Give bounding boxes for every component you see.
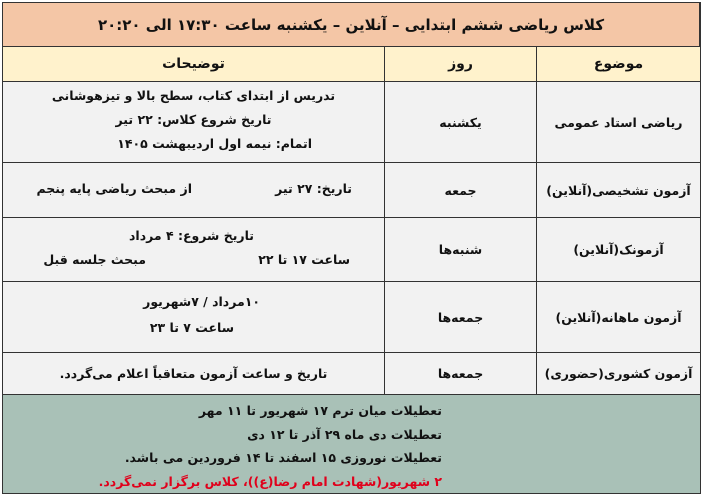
row-1-topic: ریاضی استاد عمومی — [537, 82, 700, 163]
row-3-topic: آزمونک(آنلاین) — [537, 218, 700, 282]
row-1-desc-line: اتمام: نیمه اول اردیبهشت ۱۴۰۵ — [117, 136, 312, 151]
row-1-day: یکشنبه — [385, 82, 537, 163]
holiday-line: تعطیلات میان ترم ۱۷ شهریور تا ۱۱ مهر — [198, 403, 442, 418]
row-4-desc-dates: ۱۰مرداد / ۷شهریور — [143, 294, 260, 309]
row-4-description — [3, 282, 385, 353]
row-4-desc-hours: ساعت ۷ تا ۲۳ — [149, 320, 234, 335]
row-5-day: جمعه‌ها — [385, 353, 537, 395]
cancellation-notice: ۲ شهریور(شهادت امام رضا(ع))، کلاس برگزار نمی‌گردد. — [98, 473, 442, 489]
row-3-desc-hours: ساعت ۱۷ تا ۲۲ — [258, 252, 350, 267]
row-2-desc-subject: از مبحث ریاضی پایه پنجم — [36, 181, 192, 196]
row-3-description — [3, 218, 385, 282]
header-day: روز — [385, 47, 537, 82]
row-1-description — [3, 82, 385, 163]
row-2-day: جمعه — [385, 163, 537, 218]
header-description: توضیحات — [3, 47, 385, 82]
row-3-desc-start: تاریخ شروع: ۴ مرداد — [129, 228, 254, 243]
row-2-desc-date: تاریخ: ۲۷ تیر — [275, 181, 352, 196]
row-4-day: جمعه‌ها — [385, 282, 537, 353]
holiday-line: تعطیلات نوروزی ۱۵ اسفند تا ۱۴ فروردین می باشد. — [124, 450, 442, 465]
row-1-desc-line: تاریخ شروع کلاس: ۲۲ تیر — [115, 112, 272, 127]
header-topic: موضوع — [537, 47, 700, 82]
row-4-topic: آزمون ماهانه(آنلاین) — [537, 282, 700, 353]
schedule-table — [2, 2, 701, 494]
row-2-description — [3, 163, 385, 218]
row-5-description: تاریخ و ساعت آزمون متعاقباً اعلام می‌گردد. — [3, 353, 385, 395]
row-5-topic: آزمون کشوری(حضوری) — [537, 353, 700, 395]
row-2-topic: آزمون تشخیصی(آنلاین) — [537, 163, 700, 218]
holiday-line: تعطیلات دی ماه ۲۹ آذر تا ۱۲ دی — [247, 426, 442, 442]
row-1-desc-line: تدریس از ابتدای کتاب، سطح بالا و تیزهوشانی — [51, 88, 336, 103]
holidays-note — [3, 395, 700, 493]
row-3-day: شنبه‌ها — [385, 218, 537, 282]
row-3-desc-topic: مبحث جلسه قبل — [43, 252, 146, 267]
table-title: کلاس ریاضی ششم ابتدایی – آنلاین – یکشنبه ساعت ۱۷:۳۰ الی ۲۰:۲۰ — [3, 3, 700, 47]
